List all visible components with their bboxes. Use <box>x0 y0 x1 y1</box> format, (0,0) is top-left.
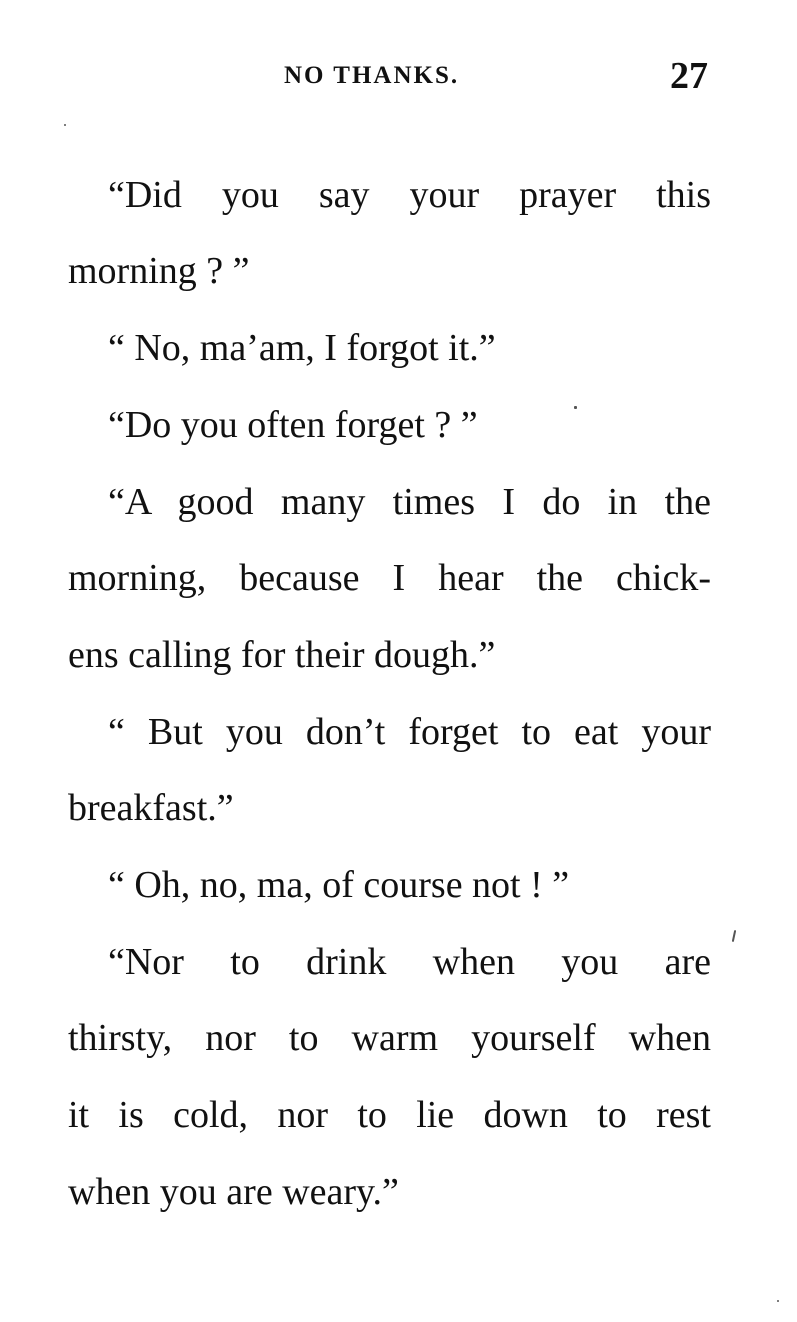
text-line: morning ? ” <box>68 250 250 292</box>
text-line: “Do you often forget ? ” <box>108 404 478 446</box>
text-line: “ Oh, no, ma, of course not ! ” <box>108 864 570 906</box>
text-line: thirsty, nor to warm yourself when <box>68 1017 711 1059</box>
paper-speck <box>574 406 577 409</box>
text-line: “Nor to drink when you are <box>108 941 711 983</box>
text-line: “ No, ma’am, I forgot it.” <box>108 327 496 369</box>
running-head <box>0 52 797 102</box>
paper-speck <box>732 930 736 942</box>
text-line: “ But you don’t forget to eat your <box>108 711 711 753</box>
text-line: “A good many times I do in the <box>108 481 711 523</box>
paper-speck <box>777 1300 779 1302</box>
text-line: breakfast.” <box>68 787 234 829</box>
running-head-title: NO THANKS. <box>284 62 460 89</box>
text-line: morning, because I hear the chick- <box>68 557 711 599</box>
text-line: “Did you say your prayer this <box>108 174 711 216</box>
text-line: when you are weary.” <box>68 1171 399 1213</box>
text-line: it is cold, nor to lie down to rest <box>68 1094 711 1136</box>
text-line: ens calling for their dough.” <box>68 634 496 676</box>
paper-speck <box>64 124 66 126</box>
page-number: 27 <box>670 55 708 97</box>
